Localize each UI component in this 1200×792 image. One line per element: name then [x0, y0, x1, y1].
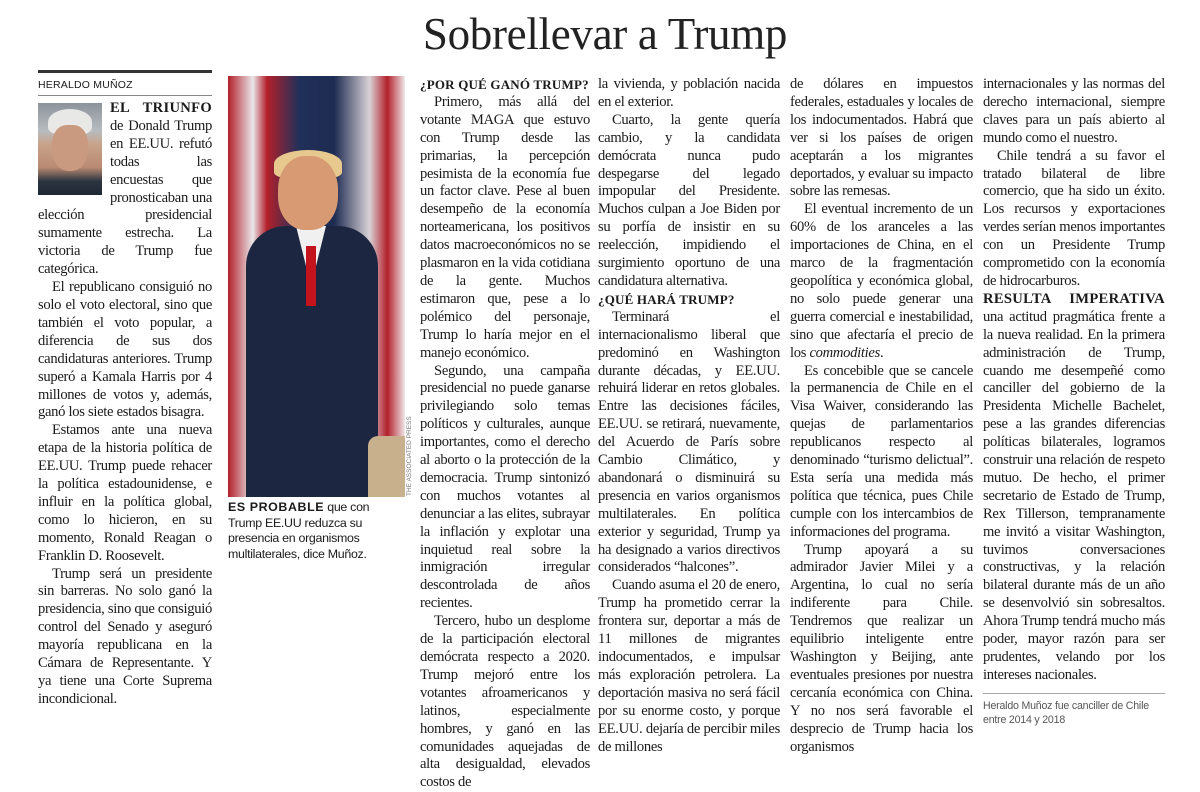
section-heading: ¿POR QUÉ GANÓ TRUMP? [420, 77, 589, 92]
paragraph-lead: EL TRIUNFO [110, 100, 212, 116]
article-column-5-wrapper [983, 76, 1165, 728]
paragraph [420, 613, 590, 792]
paragraph-text: una actitud pragmática frente a la nueva realidad. En la primera administración de Trump, cuando me desempeñé como canciller del gobierno de la Presidenta Michelle Bachelet, pese a las grandes diferencias políticas bilaterales, logramos construir una relación de respeto mutuo. De hecho, el primer secretario de Estado de Trump, Rex Tillerson, tempranamente me invitó a visitar Washington, tuvimos conversaciones constructivas, y la relación bilateral durante más de un año se desenvolvió sin sobresaltos. Ahora Trump tendrá mucho más poder, mayor razón para ser prudentes, velando por los intereses nacionales. [983, 308, 1165, 683]
bio-divider [983, 693, 1165, 694]
trump-photo [228, 76, 405, 497]
paragraph [598, 309, 780, 578]
paragraph [983, 291, 1165, 685]
paragraph-text: Primero, más allá del votante MAGA que estuvo con Trump desde las primarias, la percepción pesimista de la economía fue un factor clave. Pese al buen desempeño de la economía norteamericana, los positivos datos macroeconómicos no se plasmaron en la vida cotidiana de la gente. Muchos estimaron que, pese a lo polémico del personaje, Trump lo haría mejor en el manejo económico. [420, 93, 590, 361]
paragraph-text: Chile tendrá a su favor el tratado bilateral de libre comercio, que ha sido un éxito. Los recursos y exportaciones verdes serían menos importantes con un Presidente Trump comprometido con la economía de hidrocarburos. [983, 147, 1165, 289]
paragraph [420, 363, 590, 614]
paragraph-text: Terminará el internacionalismo liberal que predominó en Washington durante décadas, y EE.UU. rehuirá liderar en retos globales. Entre las decisiones fáciles, EE.UU. se retirará, nuevamente, del Acuerdo de París sobre Cambio Climático, y abandonará o disminuirá su presencia en varios organismos multilaterales. En política exterior y seguridad, Trump ya ha designado a varios directivos considerados “halcones”. [598, 308, 780, 576]
paragraph-text: de dólares en impuestos federales, estaduales y locales de los indocumentados. Habrá que ver si los países de origen aceptarán a los migrantes deportados, y evaluar su impacto sobre las remesas. [790, 76, 973, 200]
paragraph-text: Cuarto, la gente quería cambio, y la candidata demócrata nunca pudo despegarse del legado impopular del Presidente. Muchos culpan a Joe Biden por su porfía de insistir en su reelección, impidiendo el surgimiento oportuno de una candidatura alternativa. [598, 111, 780, 289]
caption-text: que con Trump EE.UU reduzca su presencia en organismos multilaterales, dice Muñoz. [228, 500, 370, 561]
paragraph-text: Segundo, una campaña presidencial no puede ganarse privilegiando solo temas políticos y culturales, aunque importantes, como el derecho al aborto o la protección de la democracia. Trump sintonizó con muchos votantes al denunciar a las elites, subrayar la inflación y explotar una inquietud real sobre la inmigración irregular descontrolada de años recientes. [420, 362, 590, 612]
paragraph [598, 76, 780, 112]
paragraph-text: Cuando asuma el 20 de enero, Trump ha prometido cerrar la frontera sur, deportar a más de 11 millones de migrantes indocumentados, e impulsar más exploración petrolera. La deportación masiva no será fácil por su enorme costo, y porque EE.UU. dejaría de percibir miles de millones [598, 577, 780, 755]
paragraph [983, 76, 1165, 148]
paragraph [598, 577, 780, 756]
article-column-1 [38, 100, 212, 709]
paragraph [38, 279, 212, 422]
photo-caption [228, 500, 404, 562]
paragraph-tail: . [879, 344, 884, 361]
paragraph-text: El republicano consiguió no solo el voto electoral, sino que también el voto popular, a diferencia de sus dos candidaturas anteriores. Trump superó a Kamala Harris por 4 millones de votos y, además, ganó los siete estados bisagra. [38, 279, 212, 421]
paragraph [38, 566, 212, 709]
paragraph [598, 112, 780, 291]
paragraph-italic: commodities [809, 344, 880, 361]
paragraph-text: de Donald Trump en EE.UU. refutó todas las encuestas que pronosticaban una elección presidencial sumamente estrecha. La victoria de Trump fue categórica. [38, 117, 212, 278]
article-column-4 [790, 76, 973, 756]
paragraph [420, 94, 590, 363]
paragraph-lead: RESULTA IMPERATIVA [983, 290, 1165, 307]
paragraph [790, 542, 973, 757]
article-column-3 [598, 76, 780, 756]
paragraph [790, 363, 973, 542]
paragraph-text: internacionales y las normas del derecho internacional, siempre claves para un país abierto al mundo como el nuestro. [983, 76, 1165, 146]
paragraph-text: Estamos ante una nueva etapa de la historia política de EE.UU. Trump puede rehacer la política estadounidense, e influir en la política global, como lo hicieron, en su momento, Ronald Reagan o Franklin D. Roosevelt. [38, 422, 212, 564]
author-portrait [38, 103, 102, 195]
caption-lead: ES PROBABLE [228, 500, 325, 514]
photo-credit: THE ASSOCIATED PRESS [406, 416, 413, 496]
byline: HERALDO MUÑOZ [38, 70, 212, 96]
article-column-2 [420, 76, 590, 792]
paragraph-text: Trump apoyará a su admirador Javier Milei y a Argentina, lo cual no sería indiferente para Chile. Tendremos que realizar un equilibrio inteligente entre Washington y Beijing, ante eventuales presiones por nuestra cercanía económica con China. Y no nos será favorable el desprecio de Trump hacia los organismos [790, 541, 973, 755]
paragraph-text: Es concebible que se cancele la permanencia de Chile en el Visa Waiver, considerando las quejas de parlamentarios republicanos respecto al denominado “turismo delictual”. Esta sería una medida más política que técnica, pues Chile cumple con los intercambios de informaciones del programa. [790, 362, 973, 540]
paragraph-text: El eventual incremento de un 60% de los aranceles a las importaciones de China, en el marco de la fragmentación geopolítica y económica global, no solo puede generar una guerra comercial e inestabilidad, sino que afectaría el precio de los [790, 201, 973, 361]
article-column-5 [983, 76, 1165, 685]
paragraph-text: Trump será un presidente sin barreras. No solo ganó la presidencia, sino que consiguió control del Senado y aseguró mayoría republicana en la Cámara de Representante. Y ya tiene una Corte Suprema incondicional. [38, 565, 212, 707]
paragraph [790, 76, 973, 201]
paragraph-text: Tercero, hubo un desplome de la participación electoral demócrata respecto a 2020. Trump mejoró entre los votantes afroamericanos y latinos, especialmente hombres, y ganó en las comunidades aquejadas de alta desigualdad, elevados costos de [420, 613, 590, 791]
headline: Sobrellevar a Trump [422, 9, 788, 59]
paragraph [790, 201, 973, 362]
section-heading: ¿QUÉ HARÁ TRUMP? [598, 291, 735, 307]
paragraph [38, 422, 212, 565]
author-bio: Heraldo Muñoz fue canciller de Chile entre 2014 y 2018 [983, 699, 1149, 727]
paragraph [983, 148, 1165, 291]
paragraph-text: la vivienda, y población nacida en el exterior. [598, 76, 780, 110]
